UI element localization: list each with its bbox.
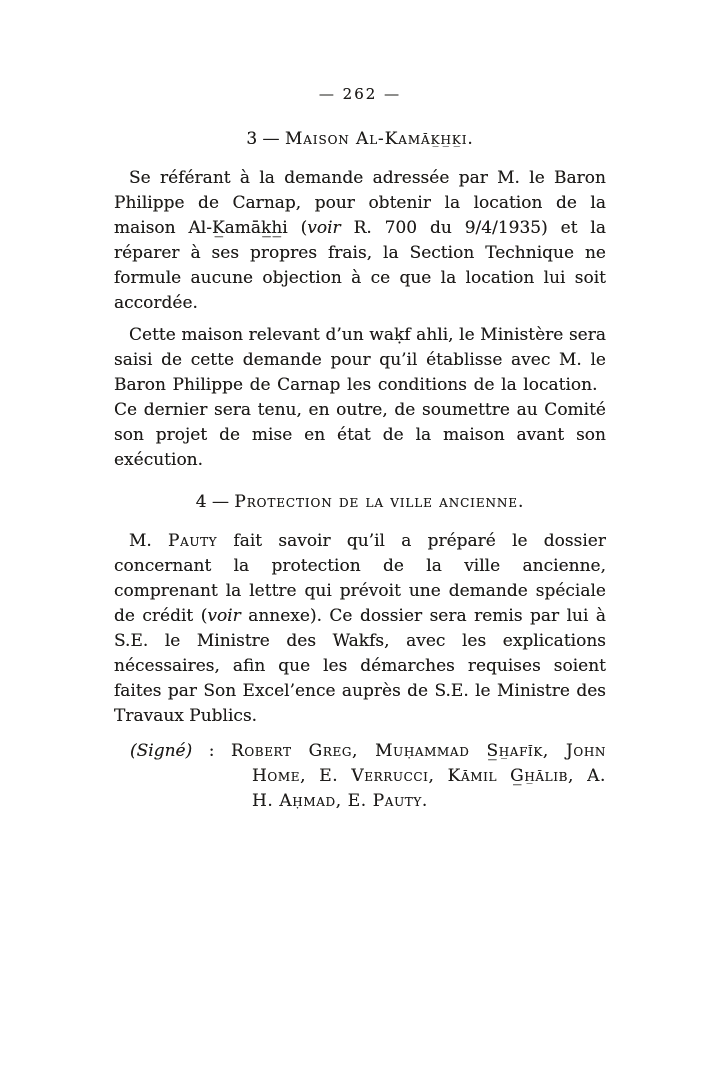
text-run: Se référant à la demande adressée par M. le Baron Philippe de Carnap, pour obtenir la location de la maison Al-K̲amāk̲h̲i ( (114, 168, 606, 238)
section-3-paragraph-2 (114, 323, 606, 473)
text-run: fait savoir qu’il a préparé le dossier concernant la protection de la ville ancienne, comprenant la lettre qui prévoit une demande spéciale de crédit ( (114, 531, 606, 626)
section-4-paragraph-1 (114, 529, 606, 729)
text-run: R. 700 du 9/4/1935) et la réparer à ses propres frais, la Section Technique ne formule aucune objection à ce que la location lui soit accordée. (114, 218, 606, 313)
text-run: Maison Al-Kamāk̲h̲k̲i. (284, 129, 474, 149)
text-run: annexe). Ce dossier sera remis par lui à S.E. le Ministre des Wakfs, avec les explications nécessaires, afin que les démarches requises soient faites par Son Excel’ence auprès de S.E. le Ministre des Travaux Publics. (114, 606, 606, 726)
signature-line-2 (252, 764, 606, 789)
text-run: voir (207, 606, 241, 626)
text-run: Cette maison relevant d’un waḳf ahli, le Ministère sera saisi de cette demande pour qu’il établisse avec M. le Baron Philippe de Carnap les conditions de la location. Ce dernier sera tenu, en outre, de soumettre au Comité son projet de mise en état de la maison avant son exécution. (114, 325, 606, 470)
signature-line-1 (114, 739, 606, 764)
section-3-heading (114, 129, 606, 150)
text-run: 3 — (246, 129, 285, 149)
text-run: voir (307, 218, 341, 238)
text-run: Protection de la ville ancienne. (234, 492, 525, 512)
text-run: 4 — (195, 492, 235, 512)
text-run: : (192, 741, 231, 761)
page-number: — 262 — (318, 85, 402, 103)
text-run: (Signé) (130, 741, 193, 761)
text-run: Pauty (168, 531, 218, 551)
text-run: Home, E. Verrucci, Kāmil G̲h̲ālib, A. (252, 766, 606, 786)
signature-line-3 (252, 789, 606, 814)
text-block (114, 0, 606, 814)
text-run: H. Aḥmad, E. Pauty. (252, 791, 428, 811)
signature-block (114, 739, 606, 814)
section-4-heading (114, 492, 606, 513)
text-run: M. (129, 531, 169, 551)
section-3-paragraph-1 (114, 166, 606, 316)
text-run: Robert Greg, Muḥammad S̲h̲afīk, John (230, 741, 606, 761)
